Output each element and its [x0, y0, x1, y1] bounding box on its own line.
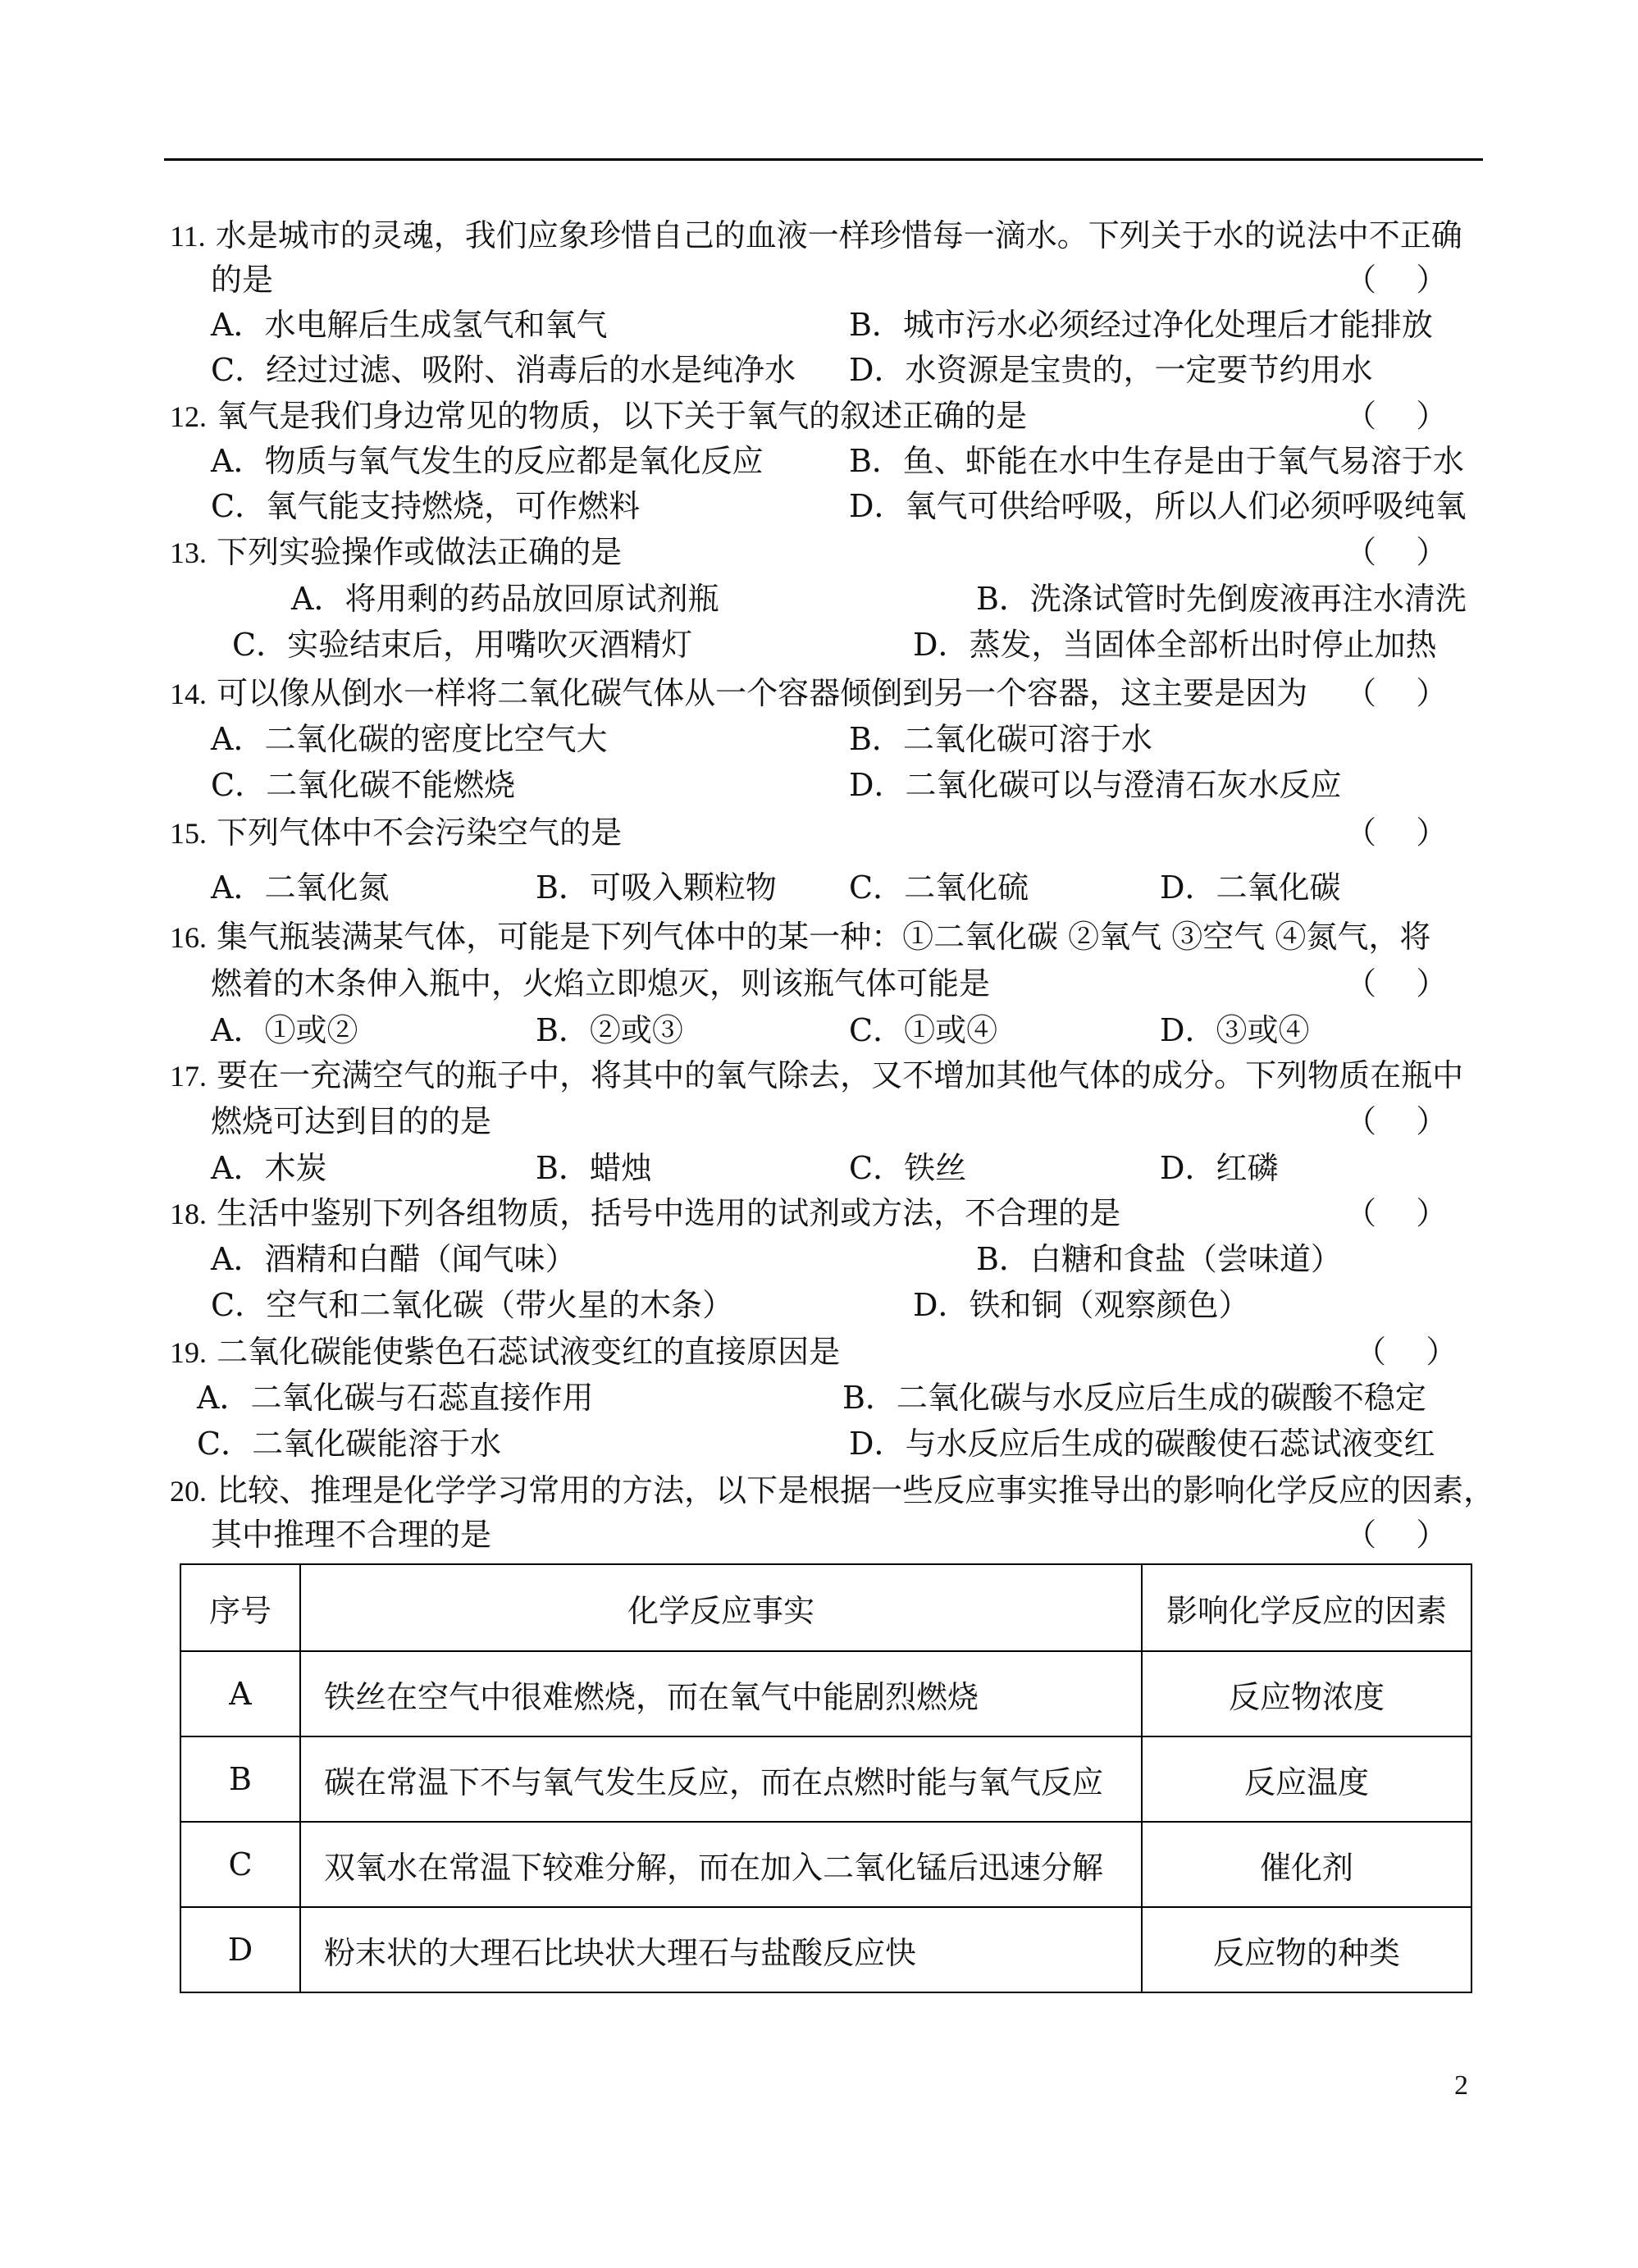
question-stem: 可以像从倒水一样将二氧化碳气体从一个容器倾倒到另一个容器，这主要是因为 — [217, 675, 1308, 711]
option-a: A．二氧化碳的密度比空气大 — [211, 721, 608, 757]
question-17-line-2: 燃烧可达到目的的是 — [211, 1103, 492, 1139]
option-c: C．氧气能支持燃烧，可作燃料 — [211, 488, 641, 524]
option-c: C．经过过滤、吸附、消毒后的水是纯净水 — [211, 352, 796, 388]
table-cell: 反应物浓度 — [1142, 1651, 1471, 1736]
table-row — [180, 1822, 1471, 1907]
question-15-line-1 — [170, 814, 622, 851]
answer-bracket: （ ） — [1345, 965, 1448, 1002]
option-d: D．水资源是宝贵的，一定要节约用水 — [849, 352, 1373, 388]
option-d: D．铁和铜（观察颜色） — [913, 1287, 1250, 1323]
question-14-line-1 — [170, 674, 1307, 712]
question-12-line-1 — [170, 397, 1027, 435]
answer-bracket: （ ） — [1345, 1517, 1448, 1553]
option-b: B．二氧化碳可溶于水 — [849, 721, 1152, 757]
table-cell: 催化剂 — [1142, 1822, 1471, 1907]
question-number: 14. — [170, 678, 207, 710]
answer-bracket: （ ） — [1355, 1334, 1458, 1370]
option-b: B．可吸入颗粒物 — [536, 869, 777, 906]
option-c: C．空气和二氧化碳（带火星的木条） — [211, 1287, 734, 1323]
question-number: 11. — [170, 220, 206, 253]
question-stem: 氧气是我们身边常见的物质，以下关于氧气的叙述正确的是 — [217, 398, 1028, 434]
option-c: C．二氧化碳不能燃烧 — [211, 767, 516, 803]
question-20-line-2: 其中推理不合理的是 — [211, 1517, 492, 1553]
table-row — [180, 1736, 1471, 1822]
option-b: B．二氧化碳与水反应后生成的碳酸不稳定 — [842, 1380, 1426, 1416]
table-header-cell: 化学反应事实 — [300, 1564, 1142, 1651]
option-b: B．②或③ — [536, 1012, 683, 1048]
option-a: A．二氧化碳与石蕊直接作用 — [197, 1380, 594, 1416]
table-header-cell: 影响化学反应的因素 — [1142, 1564, 1471, 1651]
option-c: C．实验结束后，用嘴吹灭酒精灯 — [232, 627, 693, 663]
question-number: 17. — [170, 1060, 207, 1093]
option-d: D．③或④ — [1160, 1012, 1310, 1048]
question-number: 16. — [170, 921, 207, 954]
table-row — [180, 1651, 1471, 1736]
option-d: D．红磷 — [1160, 1150, 1279, 1186]
option-b: B．洗涤试管时先倒废液再注水清洗 — [976, 581, 1467, 617]
question-stem: 下列实验操作或做法正确的是 — [217, 534, 623, 570]
option-d: D．蒸发，当固体全部析出时停止加热 — [913, 627, 1437, 663]
question-16-line-1 — [170, 918, 1430, 956]
question-13-line-1 — [170, 533, 622, 571]
question-stem: 比较、推理是化学学习常用的方法，以下是根据一些反应事实推导出的影响化学反应的因素， — [217, 1472, 1495, 1508]
option-a: A．①或② — [211, 1012, 358, 1048]
option-a: A．水电解后生成氢气和氧气 — [211, 307, 608, 343]
table-cell: D — [180, 1907, 300, 1992]
table-cell: C — [180, 1822, 300, 1907]
question-stem: 下列气体中不会污染空气的是 — [217, 815, 623, 851]
page-number: 2 — [1454, 2070, 1468, 2101]
option-b: B．蜡烛 — [536, 1150, 652, 1186]
table-cell: 粉末状的大理石比块状大理石与盐酸反应快 — [300, 1907, 1142, 1992]
option-d: D．与水反应后生成的碳酸使石蕊试液变红 — [849, 1426, 1435, 1462]
question-stem: 生活中鉴别下列各组物质，括号中选用的试剂或方法，不合理的是 — [217, 1195, 1121, 1231]
answer-bracket: （ ） — [1345, 675, 1448, 711]
question-number: 12. — [170, 400, 207, 433]
option-b: B．白糖和食盐（尝味道） — [976, 1241, 1342, 1277]
question-11-line-1 — [170, 217, 1462, 254]
answer-bracket: （ ） — [1345, 815, 1448, 851]
option-c: C．①或④ — [849, 1012, 998, 1048]
question-stem: 水是城市的灵魂，我们应象珍惜自己的血液一样珍惜每一滴水。下列关于水的说法中不正确 — [215, 217, 1462, 253]
question-number: 15. — [170, 817, 207, 850]
option-d: D．氧气可供给呼吸，所以人们必须呼吸纯氧 — [849, 488, 1467, 524]
table-header-row — [180, 1564, 1471, 1651]
option-a: A．酒精和白醋（闻气味） — [211, 1241, 577, 1277]
option-b: B．鱼、虾能在水中生存是由于氧气易溶于水 — [849, 443, 1464, 479]
answer-bracket: （ ） — [1345, 262, 1448, 298]
option-d: D．二氧化碳 — [1160, 869, 1341, 906]
answer-bracket: （ ） — [1345, 1103, 1448, 1139]
question-stem: 二氧化碳能使紫色石蕊试液变红的直接原因是 — [217, 1334, 841, 1370]
option-a: A．物质与氧气发生的反应都是氧化反应 — [211, 443, 764, 479]
option-a: A．二氧化氮 — [211, 869, 390, 906]
question-number: 20. — [170, 1475, 207, 1508]
question-17-line-1 — [170, 1056, 1463, 1094]
question-19-line-1 — [170, 1333, 840, 1371]
table-cell: 双氧水在常温下较难分解，而在加入二氧化锰后迅速分解 — [300, 1822, 1142, 1907]
option-a: A．木炭 — [211, 1150, 327, 1186]
table-cell: 碳在常温下不与氧气发生反应，而在点燃时能与氧气反应 — [300, 1736, 1142, 1822]
table-header-cell: 序号 — [180, 1564, 300, 1651]
header-rule — [164, 158, 1483, 161]
option-a: A．将用剩的药品放回原试剂瓶 — [291, 581, 719, 617]
question-11-line-2: 的是 — [211, 262, 274, 298]
question-stem: 要在一充满空气的瓶子中，将其中的氧气除去，又不增加其他气体的成分。下列物质在瓶中 — [217, 1057, 1464, 1093]
table-cell: 反应温度 — [1142, 1736, 1471, 1822]
table-cell: B — [180, 1736, 300, 1822]
question-16-line-2: 燃着的木条伸入瓶中，火焰立即熄灭，则该瓶气体可能是 — [211, 965, 991, 1002]
table-cell: A — [180, 1651, 300, 1736]
option-b: B．城市污水必须经过净化处理后才能排放 — [849, 307, 1433, 343]
answer-bracket: （ ） — [1345, 534, 1448, 570]
answer-bracket: （ ） — [1345, 1195, 1448, 1231]
question-number: 18. — [170, 1198, 207, 1230]
answer-bracket: （ ） — [1345, 398, 1448, 434]
table-cell: 反应物的种类 — [1142, 1907, 1471, 1992]
question-20-line-1 — [170, 1472, 1494, 1509]
question-stem: 集气瓶装满某气体，可能是下列气体中的某一种：①二氧化碳 ②氧气 ③空气 ④氮气，将 — [217, 919, 1431, 955]
question-number: 19. — [170, 1336, 207, 1369]
question-number: 13. — [170, 536, 207, 569]
option-c: C．二氧化碳能溶于水 — [197, 1426, 502, 1462]
option-c: C．二氧化硫 — [849, 869, 1029, 906]
table-cell: 铁丝在空气中很难燃烧，而在氧气中能剧烈燃烧 — [300, 1651, 1142, 1736]
option-c: C．铁丝 — [849, 1150, 967, 1186]
question-18-line-1 — [170, 1194, 1120, 1232]
table-row — [180, 1907, 1471, 1992]
option-d: D．二氧化碳可以与澄清石灰水反应 — [849, 767, 1342, 803]
reaction-factors-table — [180, 1563, 1472, 1993]
